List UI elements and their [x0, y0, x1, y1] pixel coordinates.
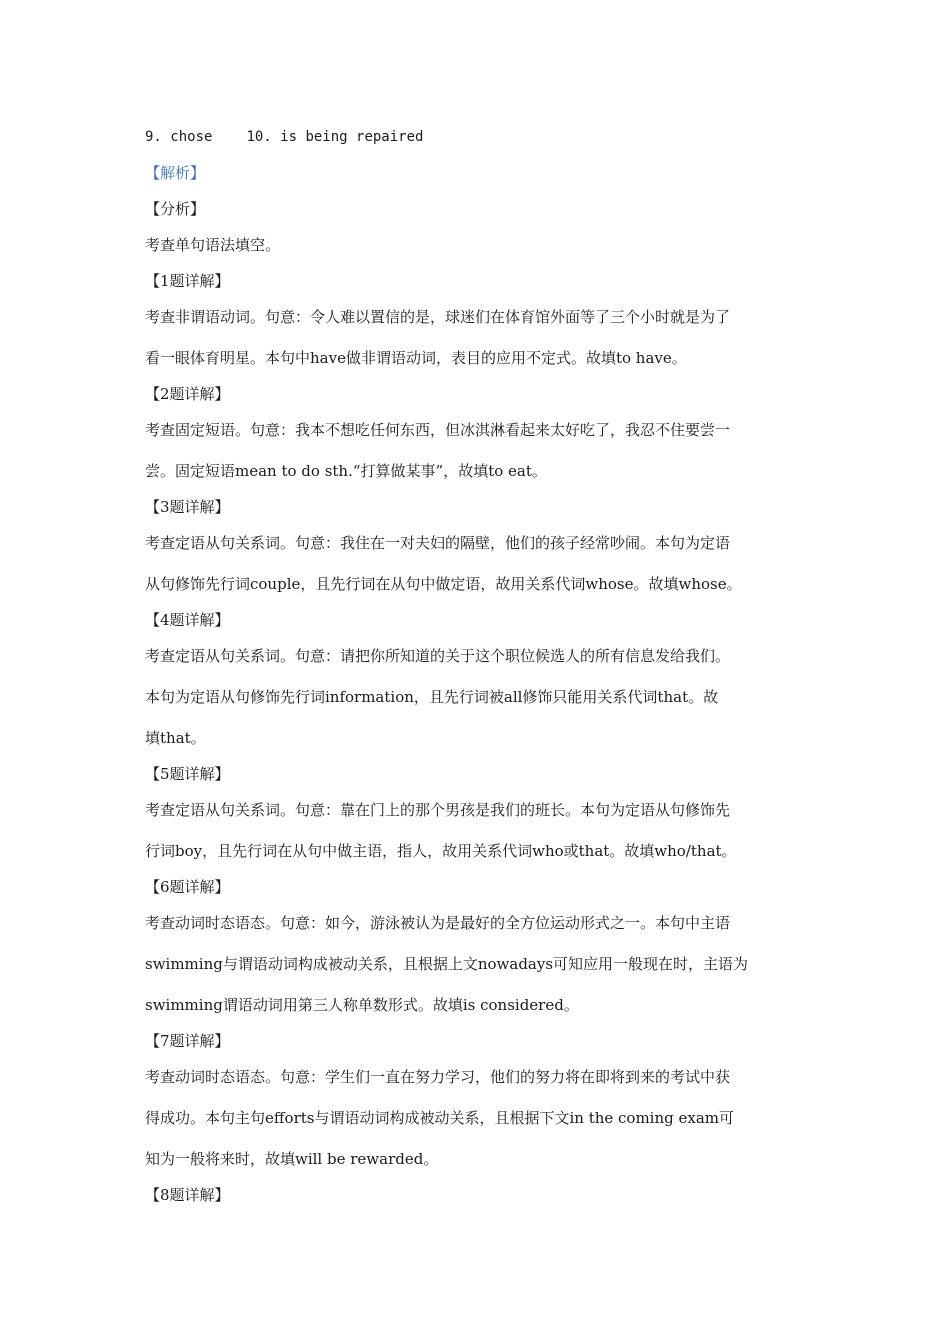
item-8-heading: 【8题详解】 — [145, 1186, 230, 1204]
item-4-line-1: 考查定语从句关系词。句意：请把你所知道的关于这个职位候选人的所有信息发给我们。 — [145, 647, 731, 665]
item-4-line-2: 本句为定语从句修饰先行词information，且先行词被all修饰只能用关系代词that。故 — [145, 688, 719, 706]
item-2-line-1: 考查固定短语。句意：我本不想吃任何东西，但冰淇淋看起来太好吃了，我忍不住要尝一 — [145, 421, 731, 439]
item-6-line-1: 考查动词时态语态。句意：如今，游泳被认为是最好的全方位运动形式之一。本句中主语 — [145, 914, 731, 932]
item-7-line-1: 考查动词时态语态。句意：学生们一直在努力学习，他们的努力将在即将到来的考试中获 — [145, 1068, 731, 1086]
item-4-line-3: 填that。 — [145, 729, 206, 747]
answers-line — [145, 127, 815, 147]
item-2-heading: 【2题详解】 — [145, 385, 230, 403]
fenxi-heading: 【分析】 — [145, 200, 206, 218]
item-3-line-2: 从句修饰先行词couple，且先行词在从句中做定语，故用关系代词whose。故填whose。 — [145, 575, 742, 593]
jiexi-heading: 【解析】 — [145, 164, 206, 182]
item-1-heading: 【1题详解】 — [145, 272, 230, 290]
item-6-line-3: swimming谓语动词用第三人称单数形式。故填is considered。 — [145, 996, 579, 1014]
item-7-heading: 【7题详解】 — [145, 1032, 230, 1050]
intro-text: 考查单句语法填空。 — [145, 236, 281, 254]
item-1-line-1: 考查非谓语动词。句意：令人难以置信的是，球迷们在体育馆外面等了三个小时就是为了 — [145, 308, 731, 326]
item-6-line-2: swimming与谓语动词构成被动关系，且根据上文nowadays可知应用一般现在时，主语为 — [145, 955, 749, 973]
item-4-heading: 【4题详解】 — [145, 611, 230, 629]
item-5-line-1: 考查定语从句关系词。句意：靠在门上的那个男孩是我们的班长。本句为定语从句修饰先 — [145, 801, 731, 819]
item-5-heading: 【5题详解】 — [145, 765, 230, 783]
item-3-heading: 【3题详解】 — [145, 498, 230, 516]
item-1-line-2: 看一眼体育明星。本句中have做非谓语动词，表目的应用不定式。故填to have。 — [145, 349, 687, 367]
item-7-line-2: 得成功。本句主句efforts与谓语动词构成被动关系，且根据下文in the coming exam可 — [145, 1109, 735, 1127]
item-7-line-3: 知为一般将来时，故填will be rewarded。 — [145, 1150, 439, 1168]
item-5-line-2: 行词boy，且先行词在从句中做主语，指人，故用关系代词who或that。故填who/that。 — [145, 842, 737, 860]
answer-10: 10. is being repaired — [246, 129, 424, 145]
item-3-line-1: 考查定语从句关系词。句意：我住在一对夫妇的隔壁，他们的孩子经常吵闹。本句为定语 — [145, 534, 731, 552]
item-6-heading: 【6题详解】 — [145, 878, 230, 896]
item-2-line-2: 尝。固定短语mean to do sth.“打算做某事”，故填to eat。 — [145, 462, 547, 480]
answer-9: 9. chose — [145, 129, 213, 145]
